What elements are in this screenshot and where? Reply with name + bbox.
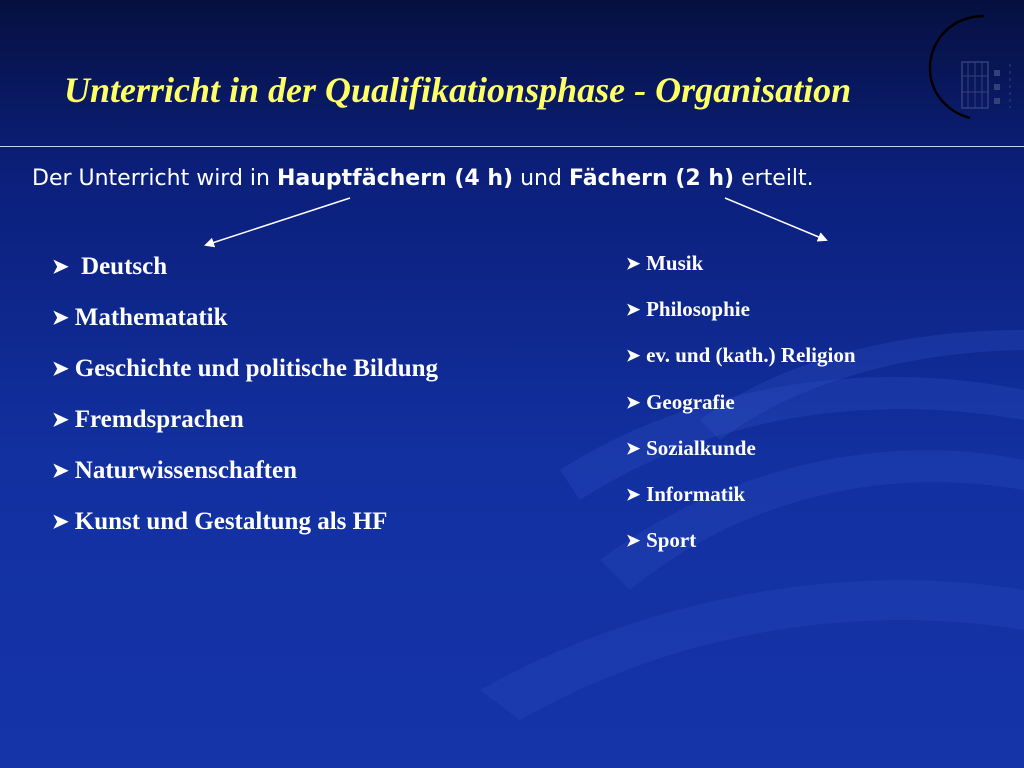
arrow-bullet-icon: ➤ [52, 256, 69, 278]
arrow-bullet-icon: ➤ [626, 300, 641, 320]
arrow-to-minor-subjects [725, 198, 826, 240]
list-item: ➤ Musik [626, 249, 856, 295]
list-item: ➤ Mathematatik [52, 301, 438, 352]
arrow-bullet-icon: ➤ [52, 460, 69, 482]
arrow-bullet-icon: ➤ [626, 438, 641, 458]
list-item: ➤ Naturwissenschaften [52, 454, 438, 505]
arrow-bullet-icon: ➤ [52, 409, 69, 431]
arrow-bullet-icon: ➤ [52, 358, 69, 380]
arrow-bullet-icon: ➤ [52, 511, 69, 533]
list-item: ➤ Geschichte und politische Bildung [52, 352, 438, 403]
arrow-bullet-icon: ➤ [626, 392, 641, 412]
arrow-bullet-icon: ➤ [52, 307, 69, 329]
minor-subjects-list [626, 249, 856, 572]
intro-minor-term: Fächern (2 h) [568, 166, 735, 191]
list-item: ➤ Fremdsprachen [52, 403, 438, 454]
list-item: ➤ Sozialkunde [626, 434, 856, 480]
arrow-bullet-icon: ➤ [626, 254, 641, 273]
list-item: ➤ ev. und (kath.) Religion [626, 341, 856, 387]
list-item: ➤ Sport [626, 526, 856, 572]
intro-main-term: Hauptfächern (4 h) [276, 166, 514, 191]
arrow-to-main-subjects [206, 198, 350, 245]
arrow-bullet-icon: ➤ [626, 531, 641, 551]
list-item: ➤ Kunst und Gestaltung als HF [52, 505, 438, 556]
list-item: ➤ Informatik [626, 480, 856, 526]
main-subjects-list [52, 250, 438, 556]
list-item: ➤ Philosophie [626, 295, 856, 341]
arrow-bullet-icon: ➤ [626, 484, 641, 504]
arrow-bullet-icon: ➤ [626, 346, 641, 366]
intro-before: Der Unterricht wird in [32, 166, 277, 191]
intro-middle: und [513, 166, 569, 191]
list-item: ➤ Deutsch [52, 250, 438, 301]
page-title: Unterricht in der Qualifikationsphase - Organisation [64, 70, 852, 110]
intro-after: erteilt. [734, 166, 814, 191]
list-item: ➤ Geografie [626, 388, 856, 434]
